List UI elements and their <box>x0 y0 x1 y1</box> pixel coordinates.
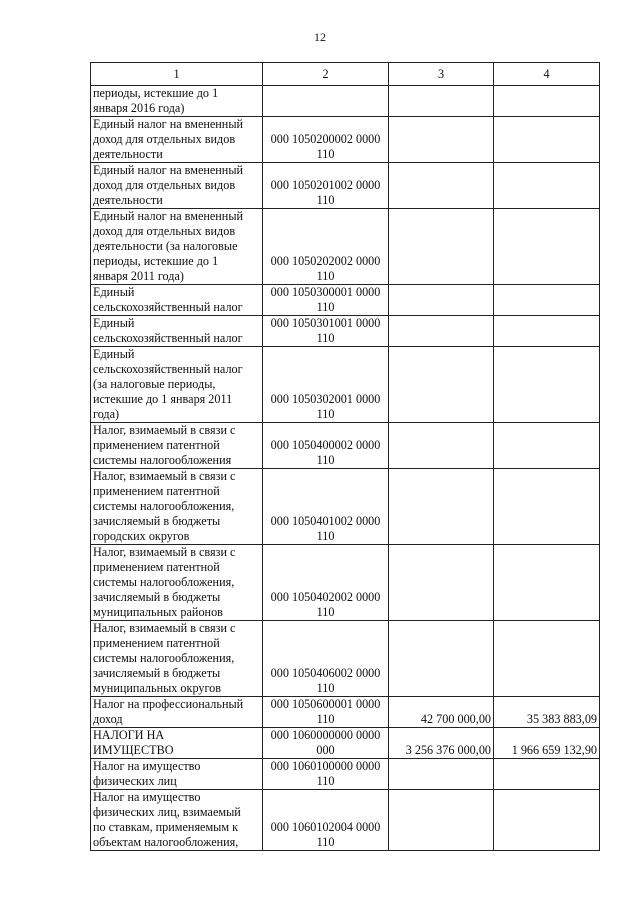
table-row <box>91 285 600 316</box>
header-cell: 3 <box>389 63 494 86</box>
budget-code-cell-text: 000 1050300001 0000 110 <box>270 285 381 314</box>
budget-code-cell-text: 000 1050201002 0000 110 <box>270 178 381 207</box>
budget-code-cell-text: 000 1050400002 0000 110 <box>270 438 381 467</box>
budget-code-cell-text: 000 1050301001 0000 110 <box>270 316 381 345</box>
budget-code-cell-text: 000 1050406002 0000 110 <box>270 666 381 695</box>
col3-value-cell <box>389 285 494 316</box>
col3-value-cell <box>389 790 494 851</box>
col4-value-cell-text: 1 966 659 132,90 <box>511 743 597 757</box>
item-name-cell-text: Налог, взимаемый в связи с применением патентной системы налогообложения, зачисляемый в бюджеты муниципальных районов <box>93 545 236 619</box>
col3-value-cell <box>389 423 494 469</box>
col4-value-cell <box>494 469 600 545</box>
budget-code-cell <box>263 621 389 697</box>
item-name-cell-text: Налог, взимаемый в связи с применением патентной системы налогообложения, зачисляемый в бюджеты городских округов <box>93 469 236 543</box>
table-row <box>91 759 600 790</box>
col4-value-cell <box>494 316 600 347</box>
budget-code-cell <box>263 423 389 469</box>
col3-value-cell <box>389 117 494 163</box>
budget-code-cell-text: 000 1050600001 0000 110 <box>270 697 381 726</box>
table-row <box>91 117 600 163</box>
budget-code-cell <box>263 697 389 728</box>
item-name-cell <box>91 545 263 621</box>
item-name-cell-text: Налог на имущество физических лиц, взимаемый по ставкам, применяемым к объектам налогообложения, <box>93 790 241 849</box>
budget-code-cell-text: 000 1050401002 0000 110 <box>270 514 381 543</box>
budget-code-cell <box>263 316 389 347</box>
item-name-cell <box>91 759 263 790</box>
table-row <box>91 545 600 621</box>
table-row <box>91 621 600 697</box>
item-name-cell-text: Налог на имущество физических лиц <box>93 759 201 788</box>
item-name-cell-text: Единый сельскохозяйственный налог (за налоговые периоды, истекшие до 1 января 2011 года) <box>93 347 243 421</box>
budget-code-cell <box>263 347 389 423</box>
item-name-cell <box>91 790 263 851</box>
budget-table <box>90 62 600 851</box>
col4-value-cell <box>494 790 600 851</box>
table-row <box>91 469 600 545</box>
col3-value-cell <box>389 728 494 759</box>
budget-code-cell-text: 000 1060000000 0000 000 <box>270 728 381 757</box>
budget-code-cell-text: 000 1050302001 0000 110 <box>270 392 381 421</box>
item-name-cell <box>91 697 263 728</box>
table-row <box>91 86 600 117</box>
item-name-cell-text: периоды, истекшие до 1 января 2016 года) <box>93 86 219 115</box>
col3-value-cell <box>389 86 494 117</box>
budget-code-cell <box>263 209 389 285</box>
col4-value-cell <box>494 621 600 697</box>
col3-value-cell <box>389 347 494 423</box>
col4-value-cell <box>494 697 600 728</box>
item-name-cell <box>91 117 263 163</box>
col3-value-cell <box>389 316 494 347</box>
budget-code-cell <box>263 759 389 790</box>
col4-value-cell <box>494 347 600 423</box>
table-row <box>91 347 600 423</box>
budget-code-cell-text: 000 1050202002 0000 110 <box>270 254 381 283</box>
table-row <box>91 423 600 469</box>
col3-value-cell <box>389 545 494 621</box>
item-name-cell-text: Единый налог на вмененный доход для отдельных видов деятельности <box>93 163 244 207</box>
item-name-cell <box>91 621 263 697</box>
col3-value-cell-text: 3 256 376 000,00 <box>405 743 491 757</box>
item-name-cell <box>91 316 263 347</box>
item-name-cell <box>91 285 263 316</box>
item-name-cell <box>91 163 263 209</box>
col4-value-cell <box>494 285 600 316</box>
table-row <box>91 163 600 209</box>
item-name-cell <box>91 209 263 285</box>
item-name-cell-text: НАЛОГИ НА ИМУЩЕСТВО <box>93 728 174 757</box>
header-cell: 1 <box>91 63 263 86</box>
col4-value-cell <box>494 423 600 469</box>
item-name-cell-text: Налог, взимаемый в связи с применением патентной системы налогообложения, зачисляемый в бюджеты муниципальных округов <box>93 621 236 695</box>
header-cell: 4 <box>494 63 600 86</box>
col3-value-cell <box>389 697 494 728</box>
budget-code-cell <box>263 86 389 117</box>
col4-value-cell <box>494 86 600 117</box>
header-cell: 2 <box>263 63 389 86</box>
item-name-cell <box>91 423 263 469</box>
budget-code-cell <box>263 469 389 545</box>
table-row <box>91 316 600 347</box>
budget-code-cell-text: 000 1050200002 0000 110 <box>270 132 381 161</box>
budget-code-cell-text: 000 1050402002 0000 110 <box>270 590 381 619</box>
budget-code-cell <box>263 728 389 759</box>
col4-value-cell <box>494 728 600 759</box>
item-name-cell-text: Единый сельскохозяйственный налог <box>93 316 243 345</box>
table-row <box>91 209 600 285</box>
col3-value-cell <box>389 621 494 697</box>
item-name-cell-text: Единый сельскохозяйственный налог <box>93 285 243 314</box>
budget-code-cell <box>263 545 389 621</box>
col3-value-cell <box>389 469 494 545</box>
item-name-cell-text: Налог на профессиональный доход <box>93 697 244 726</box>
item-name-cell <box>91 86 263 117</box>
budget-code-cell <box>263 790 389 851</box>
col3-value-cell <box>389 163 494 209</box>
table-row <box>91 728 600 759</box>
item-name-cell <box>91 347 263 423</box>
col4-value-cell <box>494 163 600 209</box>
budget-code-cell <box>263 285 389 316</box>
item-name-cell <box>91 469 263 545</box>
col4-value-cell <box>494 759 600 790</box>
page-number: 12 <box>314 30 326 44</box>
col3-value-cell-text: 42 700 000,00 <box>420 712 491 726</box>
col4-value-cell-text: 35 383 883,09 <box>526 712 597 726</box>
table-row <box>91 790 600 851</box>
budget-code-cell <box>263 117 389 163</box>
header-row <box>91 63 600 86</box>
table-row <box>91 697 600 728</box>
budget-code-cell-text: 000 1060102004 0000 110 <box>270 820 381 849</box>
item-name-cell-text: Единый налог на вмененный доход для отдельных видов деятельности (за налоговые периоды, истекшие до 1 января 2011 года) <box>93 209 244 283</box>
col4-value-cell <box>494 117 600 163</box>
item-name-cell-text: Единый налог на вмененный доход для отдельных видов деятельности <box>93 117 244 161</box>
col4-value-cell <box>494 209 600 285</box>
budget-code-cell <box>263 163 389 209</box>
col4-value-cell <box>494 545 600 621</box>
item-name-cell <box>91 728 263 759</box>
item-name-cell-text: Налог, взимаемый в связи с применением патентной системы налогообложения <box>93 423 236 467</box>
col3-value-cell <box>389 759 494 790</box>
budget-code-cell-text: 000 1060100000 0000 110 <box>270 759 381 788</box>
col3-value-cell <box>389 209 494 285</box>
